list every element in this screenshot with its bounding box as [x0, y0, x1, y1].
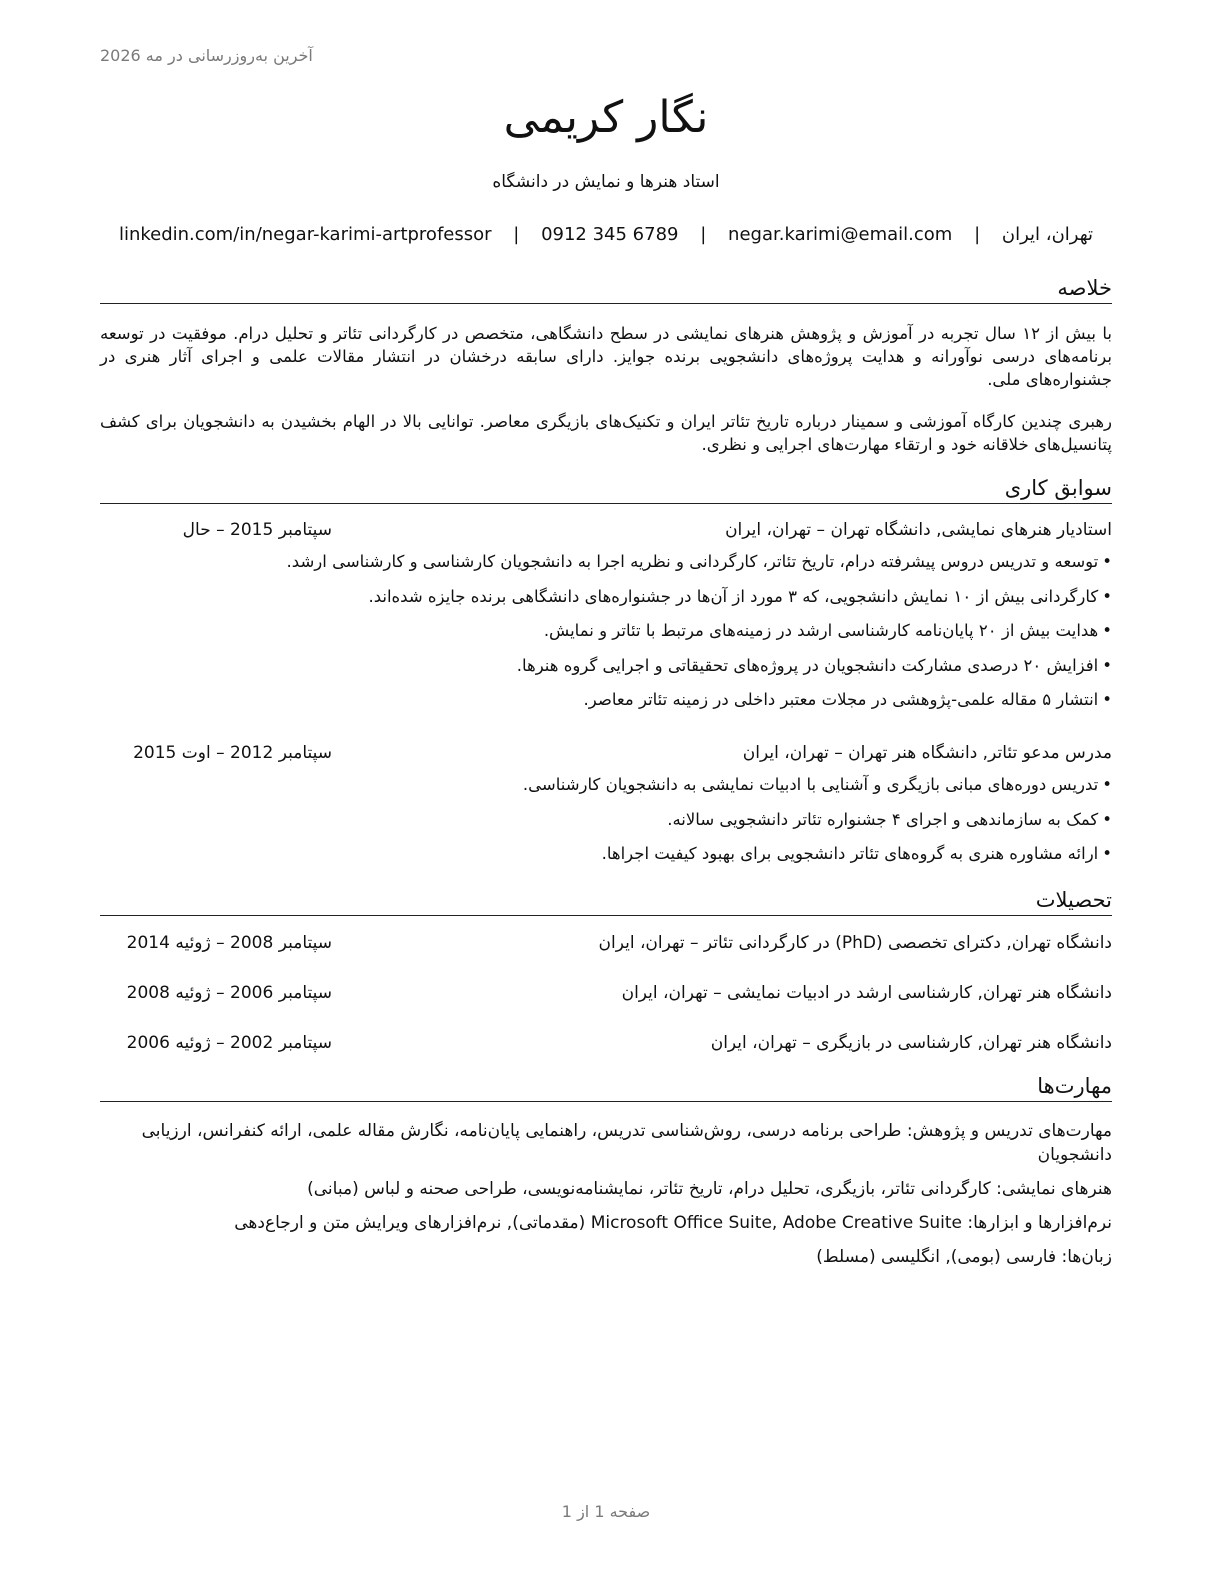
skills-list [100, 1119, 1112, 1279]
job-dates: سپتامبر 2012 – اوت 2015 [133, 743, 332, 763]
summary-paragraph: رهبری چندین کارگاه آموزشی و سمینار درباره تاریخ تئاتر ایران و تکنیک‌های بازیگری معاصر. توانایی بالا در الهام بخشیدن به دانشجویان برای کشف پتانسیل‌های خلاقانه خود و ارتقاء مهارت‌های اجرایی و نظری. [100, 412, 1112, 454]
education-entry [100, 1033, 1112, 1057]
bullet-glyph: • [1102, 621, 1112, 640]
contact-location: تهران، ایران [1001, 224, 1094, 245]
education-degree: دانشگاه تهران, دکترای تخصصی (PhD) در کارگردانی تئاتر – تهران، ایران [598, 933, 1112, 953]
skill-line: نرم‌افزارها و ابزارها: Microsoft Office Suite, Adobe Creative Suite (مقدماتی), نرم‌افزارهای ویرایش متن و ارجاع‌دهی [234, 1213, 1112, 1233]
job-bullets [100, 552, 1112, 725]
bullet-glyph: • [1102, 655, 1112, 675]
list-item: •کمک به سازماندهی و اجرای ۴ جشنواره تئاتر دانشجویی سالانه. [667, 809, 1112, 829]
contact-phone: 0912 345 6789 [541, 224, 679, 245]
contact-separator: | [513, 224, 520, 245]
job-bullets [100, 775, 1112, 879]
education-heading: تحصیلات [100, 888, 1112, 916]
contact-separator: | [700, 224, 707, 245]
job-entry [100, 520, 1112, 544]
education-degree: دانشگاه هنر تهران, کارشناسی ارشد در ادبیات نمایشی – تهران، ایران [621, 983, 1112, 1003]
skill-line: زبان‌ها: فارسی (بومی), انگلیسی (مسلط) [816, 1247, 1112, 1267]
skill-line: هنرهای نمایشی: کارگردانی تئاتر، بازیگری، تحلیل درام، تاریخ تئاتر، نمایشنامه‌نویسی، طراحی صحنه و لباس (مبانی) [307, 1179, 1112, 1199]
bullet-glyph: • [1102, 586, 1112, 606]
list-item: •تدریس دوره‌های مبانی بازیگری و آشنایی با ادبیات نمایشی به دانشجویان کارشناسی. [522, 775, 1112, 794]
list-item: •توسعه و تدریس دروس پیشرفته درام، تاریخ تئاتر، کارگردانی و نظریه اجرا به دانشجویان کارشناسی و کارشناسی ارشد. [286, 552, 1112, 571]
list-item: •انتشار ۵ مقاله علمی-پژوهشی در مجلات معتبر داخلی در زمینه تئاتر معاصر. [583, 690, 1112, 709]
contact-line [100, 224, 1112, 245]
skill-line: مهارت‌های تدریس و پژوهش: طراحی برنامه درسی، روش‌شناسی تدریس، راهنمایی پایان‌نامه، نگارش مقاله علمی، ارائه کنفرانس، ارزیابی دانشجویان [141, 1121, 1112, 1165]
summary-heading: خلاصه [100, 276, 1112, 304]
education-degree: دانشگاه هنر تهران, کارشناسی در بازیگری – تهران، ایران [710, 1033, 1112, 1053]
list-item: •کارگردانی بیش از ۱۰ نمایش دانشجویی، که ۳ مورد از آن‌ها در جشنواره‌های دانشگاهی برنده جایزه شده‌اند. [368, 586, 1112, 606]
bullet-glyph: • [1102, 552, 1112, 571]
candidate-title: استاد هنرها و نمایش در دانشگاه [492, 172, 720, 192]
education-dates: سپتامبر 2006 – ژوئیه 2008 [126, 983, 332, 1003]
bullet-glyph: • [1102, 844, 1112, 863]
resume-page [100, 0, 1112, 1584]
last-updated-note: آخرین به‌روزرسانی در مه 2026 [100, 46, 313, 65]
bullet-glyph: • [1102, 690, 1112, 709]
contact-separator: | [974, 224, 981, 245]
list-item: •افزایش ۲۰ درصدی مشارکت دانشجویان در پروژه‌های تحقیقاتی و اجرایی گروه هنرها. [516, 655, 1112, 675]
bullet-glyph: • [1102, 775, 1112, 794]
contact-linkedin[interactable]: linkedin.com/in/negar-karimi-artprofessor [118, 224, 492, 245]
skills-heading: مهارت‌ها [100, 1074, 1112, 1102]
list-item: •هدایت بیش از ۲۰ پایان‌نامه کارشناسی ارشد در زمینه‌های مرتبط با تئاتر و نمایش. [543, 621, 1112, 640]
summary-paragraph: با بیش از ۱۲ سال تجربه در آموزش و پژوهش هنرهای نمایشی در سطح دانشگاهی، متخصص در کارگردانی تئاتر و تحلیل درام. موفقیت در توسعه برنامه‌های درسی نوآورانه و هدایت پروژه‌های دانشجویی برنده جوایز. دارای سابقه درخشان در انتشار مقالات علمی و اجرای آثار هنری در جشنواره‌های ملی. [100, 324, 1113, 389]
education-entry [100, 933, 1112, 957]
job-title: استادیار هنرهای نمایشی, دانشگاه تهران – تهران، ایران [725, 520, 1112, 540]
experience-heading: سوابق کاری [100, 476, 1112, 504]
job-title: مدرس مدعو تئاتر, دانشگاه هنر تهران – تهران، ایران [742, 743, 1112, 763]
job-dates: سپتامبر 2015 – حال [182, 520, 332, 540]
bullet-glyph: • [1102, 809, 1112, 829]
education-entry [100, 983, 1112, 1007]
job-entry [100, 743, 1112, 767]
contact-email[interactable]: negar.karimi@email.com [728, 224, 953, 245]
candidate-name: نگار کریمی [503, 92, 709, 143]
education-dates: سپتامبر 2002 – ژوئیه 2006 [126, 1033, 332, 1053]
education-dates: سپتامبر 2008 – ژوئیه 2014 [126, 933, 332, 953]
list-item: •ارائه مشاوره هنری به گروه‌های تئاتر دانشجویی برای بهبود کیفیت اجراها. [601, 844, 1112, 863]
page-number: صفحه 1 از 1 [561, 1502, 651, 1521]
